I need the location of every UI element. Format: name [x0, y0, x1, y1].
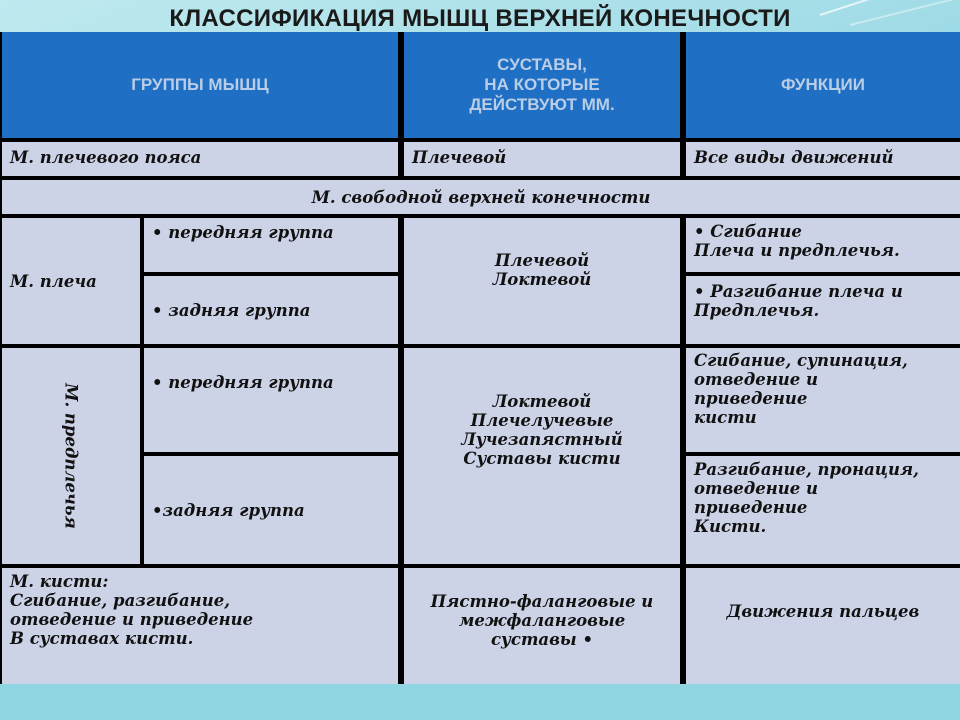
cell-forearm-back-functions: Разгибание, пронация, отведение и приведение Кисти. [686, 456, 960, 564]
section-free-limb: М. свободной верхней конечности [2, 180, 960, 214]
cell-arm-group: М. плеча [2, 218, 140, 344]
cell-forearm-front: • передняя группа [144, 348, 398, 452]
cell-shoulder-girdle-functions: Все виды движений [686, 142, 960, 176]
cell-forearm-back: •задняя группа [144, 456, 398, 564]
cell-forearm-joints: Локтевой Плечелучевые Лучезапястный Суставы кисти [404, 348, 680, 564]
cell-hand-functions: Движения пальцев [686, 568, 960, 684]
cell-shoulder-girdle-joints: Плечевой [404, 142, 680, 176]
header-functions: ФУНКЦИИ [686, 32, 960, 138]
cell-forearm-front-functions: Сгибание, супинация, отведение и приведение кисти [686, 348, 960, 452]
classification-table [0, 32, 960, 684]
cell-arm-front: • передняя группа [144, 218, 398, 272]
header-joints: СУСТАВЫ, НА КОТОРЫЕ ДЕЙСТВУЮТ ММ. [404, 32, 680, 138]
cell-arm-front-functions: • Сгибание Плеча и предплечья. [686, 218, 960, 272]
cell-shoulder-girdle-group: М. плечевого пояса [2, 142, 398, 176]
cell-arm-joints: Плечевой Локтевой [404, 218, 680, 344]
cell-forearm-group [2, 348, 140, 564]
cell-arm-back-functions: • Разгибание плеча и Предплечья. [686, 276, 960, 344]
cell-hand-group: М. кисти: Сгибание, разгибание, отведение и приведение В суставах кисти. [2, 568, 398, 684]
bottom-background-strip [0, 684, 960, 720]
page-title: КЛАССИФИКАЦИЯ МЫШЦ ВЕРХНЕЙ КОНЕЧНОСТИ [169, 5, 791, 32]
cell-hand-joints: Пястно-фаланговые и межфаланговые суставы • [404, 568, 680, 684]
cell-arm-back: • задняя группа [144, 276, 398, 344]
forearm-group-vertical-label: М. предплечья [61, 383, 81, 529]
header-groups: ГРУППЫ МЫШЦ [2, 32, 398, 138]
